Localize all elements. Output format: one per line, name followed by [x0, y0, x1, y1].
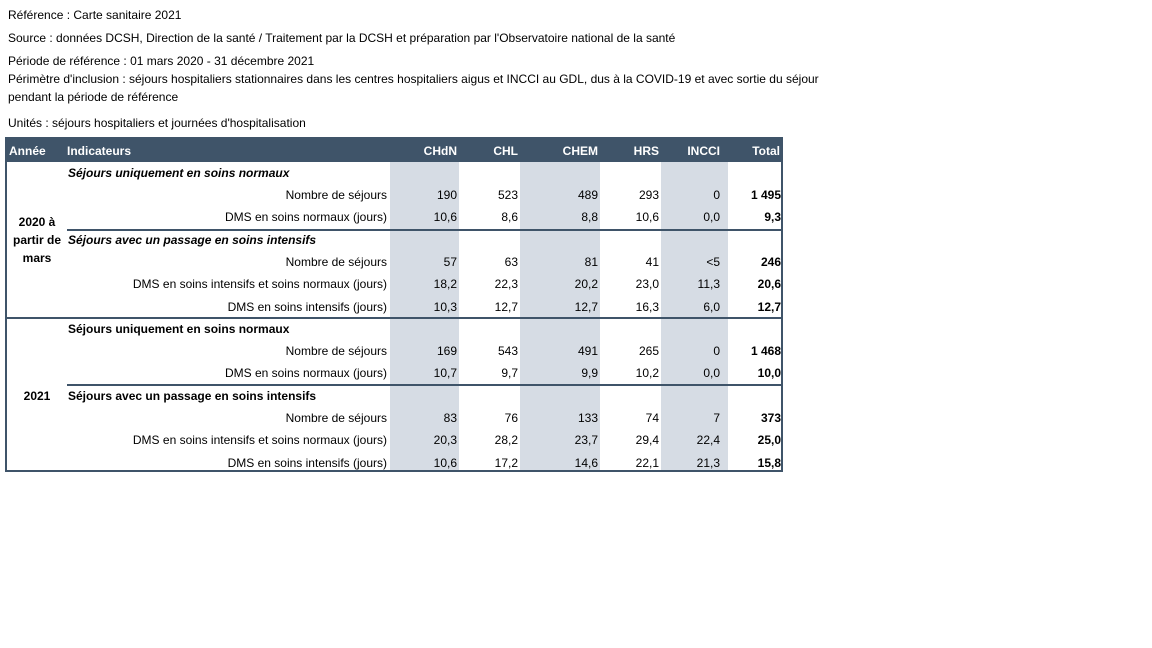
value-incci: 0,0: [703, 366, 720, 380]
value-chem: 81: [584, 255, 598, 269]
hospital-stays-table: [5, 137, 783, 472]
value-incci: 0: [713, 344, 720, 358]
header-chdn: CHdN: [423, 144, 457, 158]
row-label: Nombre de séjours: [285, 255, 387, 269]
value-chdn: 83: [443, 411, 457, 425]
value-chdn: 18,2: [433, 277, 457, 291]
value-total: 12,7: [757, 300, 781, 314]
value-total: 20,6: [757, 277, 781, 291]
value-chdn: 10,3: [433, 300, 457, 314]
value-chl: 8,6: [501, 210, 518, 224]
value-chdn: 10,6: [433, 210, 457, 224]
row-label: DMS en soins normaux (jours): [224, 210, 387, 224]
header-chl: CHL: [493, 144, 518, 158]
value-incci: 6,0: [703, 300, 720, 314]
value-total: 10,0: [757, 366, 781, 380]
section-title: Séjours avec un passage en soins intensifs: [68, 233, 317, 247]
value-chdn: 10,7: [433, 366, 457, 380]
value-total: 25,0: [757, 433, 781, 447]
section-title: Séjours avec un passage en soins intensifs: [68, 389, 317, 403]
value-chl: 28,2: [494, 433, 518, 447]
year-2021: 2021: [23, 389, 51, 403]
row-label: DMS en soins normaux (jours): [224, 366, 387, 380]
value-chem: 20,2: [574, 277, 598, 291]
value-chdn: 20,3: [433, 433, 457, 447]
value-chl: 63: [504, 255, 518, 269]
value-total: 1 468: [750, 344, 781, 358]
value-hrs: 293: [638, 188, 659, 202]
row-label: Nombre de séjours: [285, 344, 387, 358]
header-incci: INCCI: [687, 144, 720, 158]
value-incci: <5: [706, 255, 720, 269]
value-hrs: 23,0: [635, 277, 659, 291]
value-chl: 12,7: [494, 300, 518, 314]
value-total: 9,3: [764, 210, 781, 224]
value-total: 246: [760, 255, 781, 269]
value-chl: 76: [504, 411, 518, 425]
value-hrs: 41: [645, 255, 659, 269]
value-chl: 9,7: [501, 366, 518, 380]
year-2020: 2020 à partir de mars: [12, 215, 61, 265]
value-hrs: 29,4: [635, 433, 659, 447]
value-hrs: 10,2: [635, 366, 659, 380]
units-text: Unités : séjours hospitaliers et journées d'hospitalisation: [8, 116, 306, 130]
value-chem: 489: [577, 188, 598, 202]
row-label: DMS en soins intensifs (jours): [227, 300, 387, 314]
value-chem: 491: [577, 344, 598, 358]
row-label: DMS en soins intensifs et soins normaux (jours): [132, 433, 387, 447]
value-chem: 12,7: [574, 300, 598, 314]
row-label: Nombre de séjours: [285, 411, 387, 425]
header-hrs: HRS: [633, 144, 659, 158]
value-chdn: 169: [436, 344, 457, 358]
value-chl: 22,3: [494, 277, 518, 291]
value-incci: 7: [713, 411, 720, 425]
row-label: Nombre de séjours: [285, 188, 387, 202]
value-chem: 23,7: [574, 433, 598, 447]
value-incci: 21,3: [696, 456, 720, 470]
header-total: Total: [752, 144, 780, 158]
value-hrs: 16,3: [635, 300, 659, 314]
value-chem: 8,8: [581, 210, 598, 224]
section-title: Séjours uniquement en soins normaux: [68, 322, 290, 336]
perimeter-text: Périmètre d'inclusion : séjours hospitaliers stationnaires dans les centres hospitaliers aigus et INCCI au GDL, dus à la COVID-19 et avec sortie du séjour pendant la période de référence: [8, 72, 819, 104]
value-total: 373: [760, 411, 781, 425]
header-chem: CHEM: [562, 144, 598, 158]
value-hrs: 265: [638, 344, 659, 358]
period-text: Période de référence : 01 mars 2020 - 31 décembre 2021: [8, 54, 315, 68]
value-chl: 17,2: [494, 456, 518, 470]
value-chl: 523: [497, 188, 518, 202]
value-hrs: 22,1: [635, 456, 659, 470]
value-chdn: 10,6: [433, 456, 457, 470]
section-title: Séjours uniquement en soins normaux: [68, 166, 290, 180]
value-chem: 14,6: [574, 456, 598, 470]
row-label: DMS en soins intensifs (jours): [227, 456, 387, 470]
value-total: 1 495: [750, 188, 781, 202]
value-incci: 22,4: [696, 433, 720, 447]
value-chl: 543: [497, 344, 518, 358]
value-incci: 0: [713, 188, 720, 202]
value-total: 15,8: [757, 456, 781, 470]
header-year: Année: [9, 144, 46, 158]
reference-text: Référence : Carte sanitaire 2021: [8, 8, 182, 22]
value-hrs: 10,6: [635, 210, 659, 224]
header-indicators: Indicateurs: [67, 144, 132, 158]
value-incci: 11,3: [697, 277, 720, 291]
row-label: DMS en soins intensifs et soins normaux (jours): [132, 277, 387, 291]
value-chem: 133: [577, 411, 598, 425]
source-text: Source : données DCSH, Direction de la santé / Traitement par la DCSH et préparation par l'Observatoire national de la santé: [8, 31, 676, 45]
value-incci: 0,0: [703, 210, 720, 224]
value-hrs: 74: [645, 411, 659, 425]
value-chdn: 57: [443, 255, 457, 269]
value-chem: 9,9: [581, 366, 598, 380]
value-chdn: 190: [436, 188, 457, 202]
